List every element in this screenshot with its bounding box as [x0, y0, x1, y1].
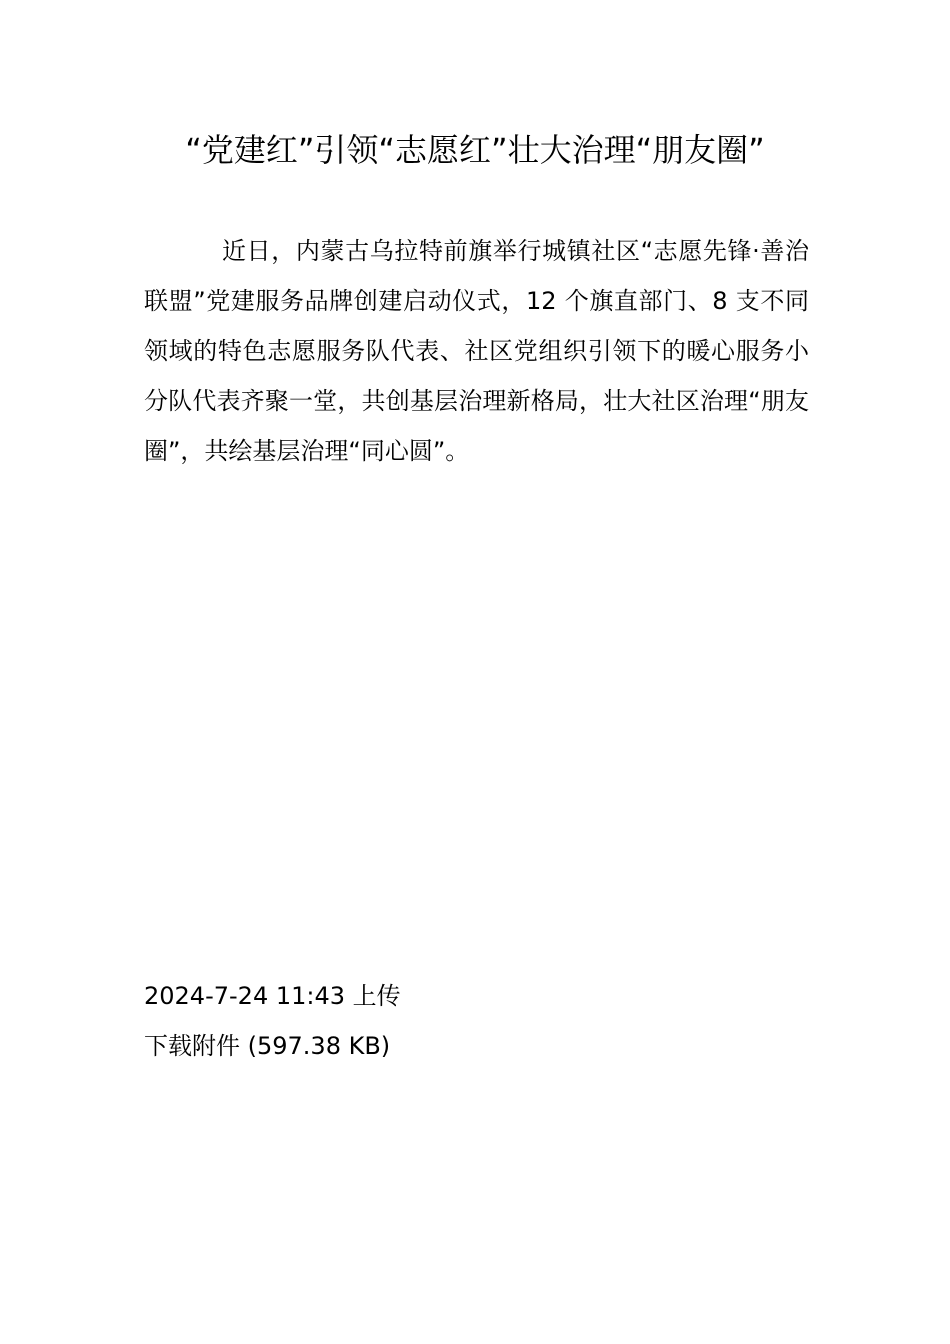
article-title: “党建红”引领“志愿红”壮大治理“朋友圈”: [185, 131, 765, 169]
article-body: 近日，内蒙古乌拉特前旗举行城镇社区“志愿先锋·善治联盟”党建服务品牌创建启动仪式，12 个旗直部门、8 支不同领域的特色志愿服务队代表、社区党组织引领下的暖心服务小分队代表齐聚一堂，共创基层治理新格局，壮大社区治理“朋友圈”，共绘基层治理“同心圆”。: [144, 237, 809, 465]
download-attachment-link[interactable]: 下载附件 (597.38 KB): [144, 1032, 391, 1060]
upload-timestamp: 2024-7-24 11:43 上传: [144, 982, 401, 1010]
